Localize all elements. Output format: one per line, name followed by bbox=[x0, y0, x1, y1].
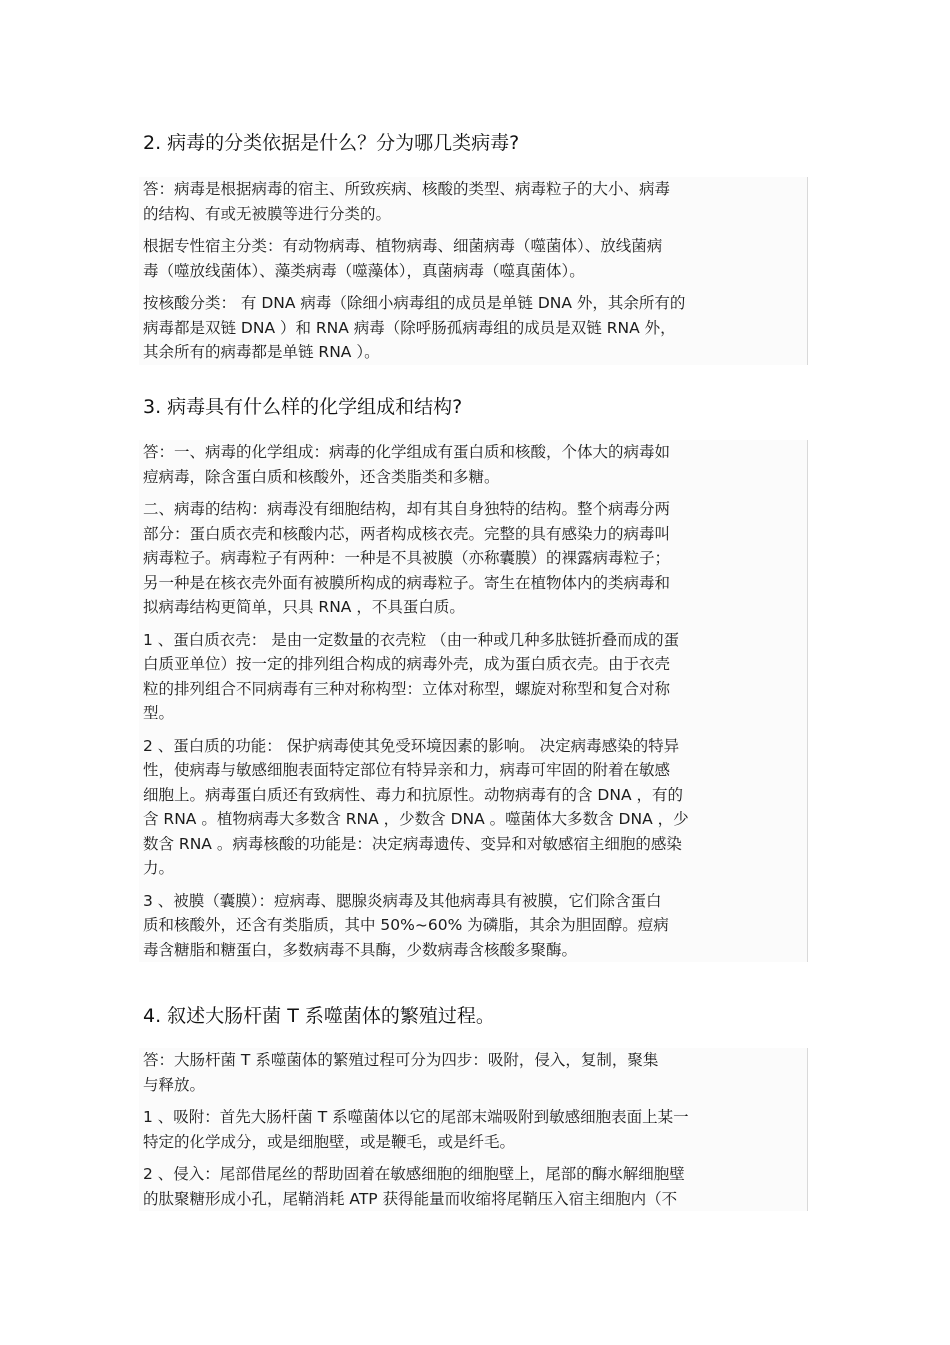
section-heading-3: 3. 病毒具有什么样的化学组成和结构? bbox=[143, 396, 463, 418]
text-line: 质和核酸外，还含有类脂质，其中 50%~60% 为磷脂，其余为胆固醇。痘病 bbox=[143, 916, 669, 934]
text-line: 细胞上。病毒蛋白质还有致病性、毒力和抗原性。动物病毒有的含 DNA ，有的 bbox=[143, 785, 683, 804]
text-line: 型。 bbox=[143, 704, 175, 722]
text-line: 2 、侵入：尾部借尾丝的帮助固着在敏感细胞的细胞壁上，尾部的酶水解细胞壁 bbox=[143, 1165, 685, 1183]
text-line: 答：大肠杆菌 T 系噬菌体的繁殖过程可分为四步：吸附，侵入，复制，聚集 bbox=[143, 1051, 659, 1069]
text-line: 1 、吸附：首先大肠杆菌 T 系噬菌体以它的尾部末端吸附到敏感细胞表面上某一 bbox=[143, 1108, 689, 1126]
paragraph bbox=[139, 1048, 807, 1097]
text-line: 的结构、有或无被膜等进行分类的。 bbox=[143, 204, 392, 223]
paragraph bbox=[139, 234, 807, 283]
text-line: 痘病毒，除含蛋白质和核酸外，还含类脂类和多糖。 bbox=[143, 467, 500, 486]
answer-block-4 bbox=[139, 1048, 808, 1211]
text-line: 另一种是在核衣壳外面有被膜所构成的病毒粒子。寄生在植物体内的类病毒和 bbox=[143, 573, 671, 592]
text-line: 毒含糖脂和糖蛋白，多数病毒不具酶，少数病毒含核酸多聚酶。 bbox=[143, 940, 578, 959]
paragraph bbox=[139, 1162, 807, 1211]
paragraph bbox=[139, 889, 807, 963]
text-line: 毒（噬放线菌体）、藻类病毒（噬藻体），真菌病毒（噬真菌体）。 bbox=[143, 261, 585, 280]
paragraph bbox=[139, 177, 807, 226]
paragraph bbox=[139, 497, 807, 620]
text-line: 力。 bbox=[143, 859, 175, 877]
text-line: 答：病毒是根据病毒的宿主、所致疾病、核酸的类型、病毒粒子的大小、病毒 bbox=[143, 180, 671, 198]
text-line: 粒的排列组合不同病毒有三种对称构型：立体对称型，螺旋对称型和复合对称 bbox=[143, 679, 671, 698]
section-heading-2: 2. 病毒的分类依据是什么？分为哪几类病毒? bbox=[143, 132, 520, 154]
paragraph bbox=[139, 440, 807, 489]
text-line: 病毒都是双链 DNA ）和 RNA 病毒（除呼肠孤病毒组的成员是双链 RNA 外， bbox=[143, 318, 676, 337]
text-line: 拟病毒结构更简单，只具 RNA ，不具蛋白质。 bbox=[143, 598, 465, 616]
text-line: 其余所有的病毒都是单链 RNA ）。 bbox=[143, 343, 380, 361]
paragraph bbox=[139, 734, 807, 881]
text-line: 按核酸分类： 有 DNA 病毒（除细小病毒组的成员是单链 DNA 外，其余所有的 bbox=[143, 294, 686, 312]
text-line: 特定的化学成分，或是细胞壁，或是鞭毛，或是纤毛。 bbox=[143, 1132, 516, 1151]
text-line: 与释放。 bbox=[143, 1075, 206, 1094]
paragraph bbox=[139, 291, 807, 365]
text-line: 病毒粒子。病毒粒子有两种：一种是不具被膜（亦称囊膜）的裸露病毒粒子； bbox=[143, 549, 671, 567]
text-line: 的肽聚糖形成小孔，尾鞘消耗 ATP 获得能量而收缩将尾鞘压入宿主细胞内（不 bbox=[143, 1189, 678, 1208]
text-line: 白质亚单位）按一定的排列组合构成的病毒外壳，成为蛋白质衣壳。由于衣壳 bbox=[143, 655, 671, 673]
text-line: 性，使病毒与敏感细胞表面特定部位有特异亲和力，病毒可牢固的附着在敏感 bbox=[143, 761, 671, 779]
text-line: 答：一、病毒的化学组成：病毒的化学组成有蛋白质和核酸，个体大的病毒如 bbox=[143, 443, 671, 461]
text-line: 2 、蛋白质的功能： 保护病毒使其免受环境因素的影响。 决定病毒感染的特异 bbox=[143, 736, 680, 755]
paragraph bbox=[139, 1105, 807, 1154]
answer-block-3 bbox=[139, 440, 808, 962]
text-line: 3 、被膜（囊膜）：痘病毒、腮腺炎病毒及其他病毒具有被膜，它们除含蛋白 bbox=[143, 891, 662, 910]
text-line: 数含 RNA 。病毒核酸的功能是：决定病毒遗传、变异和对敏感宿主细胞的感染 bbox=[143, 834, 682, 853]
section-heading-4: 4. 叙述大肠杆菌 T 系噬菌体的繁殖过程。 bbox=[143, 1005, 495, 1027]
text-line: 含 RNA 。植物病毒大多数含 RNA ，少数含 DNA 。噬菌体大多数含 DNA ，少 bbox=[143, 810, 689, 828]
text-line: 部分：蛋白质衣壳和核酸内芯，两者构成核衣壳。完整的具有感染力的病毒叫 bbox=[143, 524, 671, 543]
text-line: 二、病毒的结构：病毒没有细胞结构，却有其自身独特的结构。整个病毒分两 bbox=[143, 500, 671, 518]
text-line: 1 、蛋白质衣壳： 是由一定数量的衣壳粒 （由一种或几种多肽链折叠而成的蛋 bbox=[143, 630, 680, 649]
answer-block-2 bbox=[139, 177, 808, 365]
text-line: 根据专性宿主分类：有动物病毒、植物病毒、细菌病毒（噬菌体）、放线菌病 bbox=[143, 237, 663, 255]
paragraph bbox=[139, 628, 807, 726]
